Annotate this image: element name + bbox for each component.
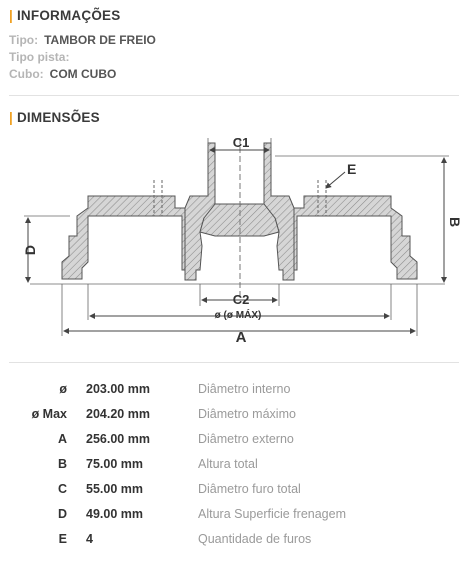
label-a: A xyxy=(235,329,247,346)
info-key: Tipo pista: xyxy=(9,50,70,64)
drum-left-section xyxy=(62,196,196,280)
dim-description: Altura Superficie frenagem xyxy=(198,507,346,521)
dim-value: 203.00 mm xyxy=(86,382,150,396)
section-title-informacoes xyxy=(9,8,120,23)
drum-right-section xyxy=(283,196,417,280)
label-c1: C1 xyxy=(232,135,250,150)
dim-description: Diâmetro furo total xyxy=(198,482,301,496)
dim-value: 204.20 mm xyxy=(86,407,150,421)
label-d: D xyxy=(22,244,38,256)
dim-value: 4 xyxy=(86,532,93,546)
section-title-dimensoes xyxy=(9,110,100,125)
dim-symbol: ø Max xyxy=(31,407,67,421)
dim-value: 256.00 mm xyxy=(86,432,150,446)
dim-symbol: D xyxy=(57,507,67,521)
dim-symbol: C xyxy=(57,482,67,496)
dim-row-diametro-interno xyxy=(0,382,469,402)
info-value: TAMBOR DE FREIO xyxy=(44,33,156,47)
dim-description: Diâmetro interno xyxy=(198,382,291,396)
dim-symbol: ø xyxy=(59,382,67,396)
info-key: Cubo: xyxy=(9,67,44,81)
label-phi: ø (ø MÁX) xyxy=(214,310,262,321)
dim-description: Quantidade de furos xyxy=(198,532,312,546)
dimensoes-title: DIMENSÕES xyxy=(16,110,100,125)
dim-symbol: A xyxy=(57,432,67,446)
info-value: COM CUBO xyxy=(49,67,117,81)
accent-bar: | xyxy=(9,110,13,125)
divider xyxy=(9,362,459,363)
dim-row-altura-frenagem xyxy=(0,507,469,527)
accent-bar: | xyxy=(9,8,13,23)
info-row-tipo-pista xyxy=(9,50,75,64)
label-b: B xyxy=(447,216,463,228)
dim-row-diametro-externo xyxy=(0,432,469,452)
dim-value: 55.00 mm xyxy=(86,482,143,496)
dim-row-quantidade-furos xyxy=(0,532,469,552)
dim-row-diametro-furo xyxy=(0,482,469,502)
dim-description: Diâmetro externo xyxy=(198,432,294,446)
divider xyxy=(9,95,459,96)
dim-symbol: E xyxy=(58,532,67,546)
dim-row-diametro-maximo xyxy=(0,407,469,427)
brake-drum-technical-drawing xyxy=(0,125,469,350)
dim-description: Diâmetro máximo xyxy=(198,407,296,421)
info-key: Tipo: xyxy=(9,33,39,47)
dim-row-altura-total xyxy=(0,457,469,477)
label-c2: C2 xyxy=(232,292,250,307)
dim-value: 49.00 mm xyxy=(86,507,143,521)
label-e: E xyxy=(347,161,357,177)
dim-symbol: B xyxy=(57,457,67,471)
info-row-tipo xyxy=(9,33,156,47)
info-row-cubo xyxy=(9,67,116,81)
dim-description: Altura total xyxy=(198,457,258,471)
dim-value: 75.00 mm xyxy=(86,457,143,471)
informacoes-title: INFORMAÇÕES xyxy=(16,8,121,23)
